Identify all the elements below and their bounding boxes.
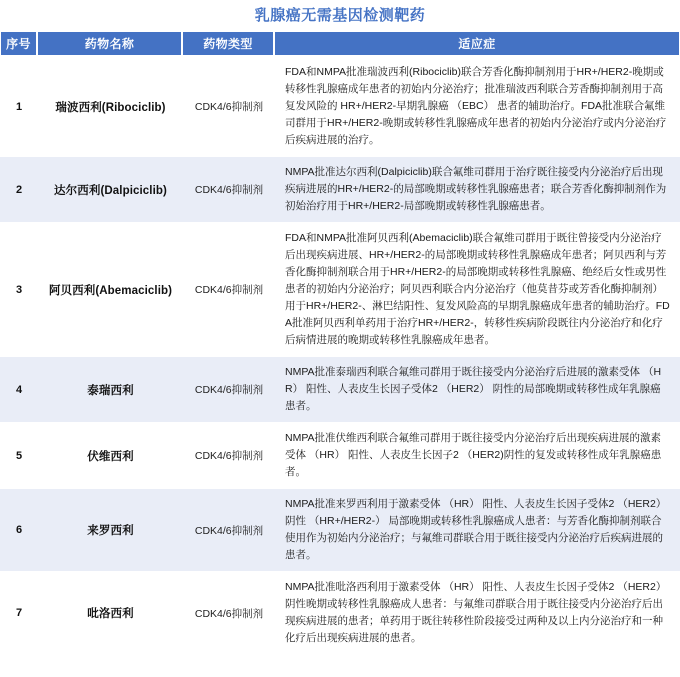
cell-no: 7 bbox=[0, 572, 38, 655]
cell-no: 4 bbox=[0, 357, 38, 423]
page-title-band bbox=[0, 0, 680, 31]
table-row bbox=[0, 223, 680, 357]
table-row bbox=[0, 357, 680, 423]
cell-no: 5 bbox=[0, 423, 38, 489]
cell-drug-type: CDK4/6抑制剂 bbox=[183, 357, 275, 423]
cell-drug-type: CDK4/6抑制剂 bbox=[183, 489, 275, 572]
table-row bbox=[0, 423, 680, 489]
column-header-drug-name: 药物名称 bbox=[38, 31, 183, 57]
table-header-row bbox=[0, 31, 680, 57]
cell-drug-name: 吡洛西利 bbox=[38, 572, 183, 655]
column-header-drug-type: 药物类型 bbox=[183, 31, 275, 57]
cell-no: 3 bbox=[0, 223, 38, 357]
cell-indication: NMPA批准吡洛西利用于激素受体 （HR） 阳性、人表皮生长因子受体2 （HER2） 阴性晚期或转移性乳腺癌成人患者：与氟维司群联合用于既往接受内分泌治疗后出现疾病进展的患者；单药用于既往转移性阶段接受过两种及以上内分泌治疗和一种化疗后出现疾病进展的患者。 bbox=[275, 572, 680, 655]
cell-drug-type: CDK4/6抑制剂 bbox=[183, 423, 275, 489]
table-row bbox=[0, 489, 680, 572]
cell-drug-type: CDK4/6抑制剂 bbox=[183, 223, 275, 357]
cell-indication: NMPA批准泰瑞西利联合氟维司群用于既往接受内分泌治疗后进展的激素受体 （HR） 阳性、人表皮生长因子受体2 （HER2） 阴性的局部晚期或转移性成年乳腺癌患者。 bbox=[275, 357, 680, 423]
cell-drug-name: 阿贝西利(Abemaciclib) bbox=[38, 223, 183, 357]
table-row bbox=[0, 157, 680, 223]
cell-drug-type: CDK4/6抑制剂 bbox=[183, 57, 275, 157]
cell-drug-type: CDK4/6抑制剂 bbox=[183, 157, 275, 223]
cell-drug-name: 瑞波西利(Ribociclib) bbox=[38, 57, 183, 157]
cell-no: 6 bbox=[0, 489, 38, 572]
table-body bbox=[0, 57, 680, 655]
cell-indication: NMPA批准达尔西利(Dalpiciclib)联合氟维司群用于治疗既往接受内分泌治疗后出现疾病进展的HR+/HER2-的局部晚期或转移性乳腺癌患者；联合芳香化酶抑制剂作为初始治疗用于HR+/HER2-局部晚期或转移性乳腺癌患者。 bbox=[275, 157, 680, 223]
cell-indication: NMPA批准来罗西利用于激素受体 （HR） 阳性、人表皮生长因子受体2 （HER2） 阴性 （HR+/HER2-） 局部晚期或转移性乳腺癌成人患者：与芳香化酶抑制剂联合使用作为初始内分泌治疗；与氟维司群联合用于既往接受内分泌治疗后疾病进展的患者。 bbox=[275, 489, 680, 572]
cell-no: 1 bbox=[0, 57, 38, 157]
cell-indication: FDA和NMPA批准阿贝西利(Abemaciclib)联合氟维司群用于既往曾接受内分泌治疗后出现疾病进展、HR+/HER2-的局部晚期或转移性乳腺癌成年患者；阿贝西利与芳香化酶抑制剂联合用于HR+/HER2-的局部晚期或转移性乳腺癌、绝经后女性或男性患者的初始内分泌治疗；阿贝西利联合内分泌治疗（他莫昔芬或芳香化酶抑制剂）用于HR+/HER2-、淋巴结阳性、复发风险高的早期乳腺癌成年患者的辅助治疗。FDA批准阿贝西利单药用于治疗HR+/HER2-，转移性疾病阶段既往内分泌治疗和化疗后病情进展的晚期或转移性乳腺癌成年患者。 bbox=[275, 223, 680, 357]
cell-no: 2 bbox=[0, 157, 38, 223]
page-title: 乳腺癌无需基因检测靶药 bbox=[254, 6, 426, 24]
cell-indication: FDA和NMPA批准瑞波西利(Ribociclib)联合芳香化酶抑制剂用于HR+/HER2-晚期或转移性乳腺癌成年患者的初始内分泌治疗；批准瑞波西利联合芳香酶抑制剂用于高复发风险的 HR+/HER2-早期乳腺癌 （EBC） 患者的辅助治疗。FDA批准联合氟维司群用于HR+/HER2-晚期或转移性乳腺癌成年患者的初始内分泌治疗或内分泌治疗后疾病进展的治疗。 bbox=[275, 57, 680, 157]
column-header-indication: 适应症 bbox=[275, 31, 680, 57]
cell-drug-name: 伏维西利 bbox=[38, 423, 183, 489]
drug-table bbox=[0, 31, 680, 655]
table-row bbox=[0, 57, 680, 157]
cell-indication: NMPA批准伏维西利联合氟维司群用于既往接受内分泌治疗后出现疾病进展的激素受体 （HR） 阳性、人表皮生长因子2 （HER2)阴性的复发或转移性成年乳腺癌患者。 bbox=[275, 423, 680, 489]
table-row bbox=[0, 572, 680, 655]
cell-drug-name: 来罗西利 bbox=[38, 489, 183, 572]
column-header-no: 序号 bbox=[0, 31, 38, 57]
cell-drug-name: 达尔西利(Dalpiciclib) bbox=[38, 157, 183, 223]
cell-drug-type: CDK4/6抑制剂 bbox=[183, 572, 275, 655]
cell-drug-name: 泰瑞西利 bbox=[38, 357, 183, 423]
table-header bbox=[0, 31, 680, 57]
